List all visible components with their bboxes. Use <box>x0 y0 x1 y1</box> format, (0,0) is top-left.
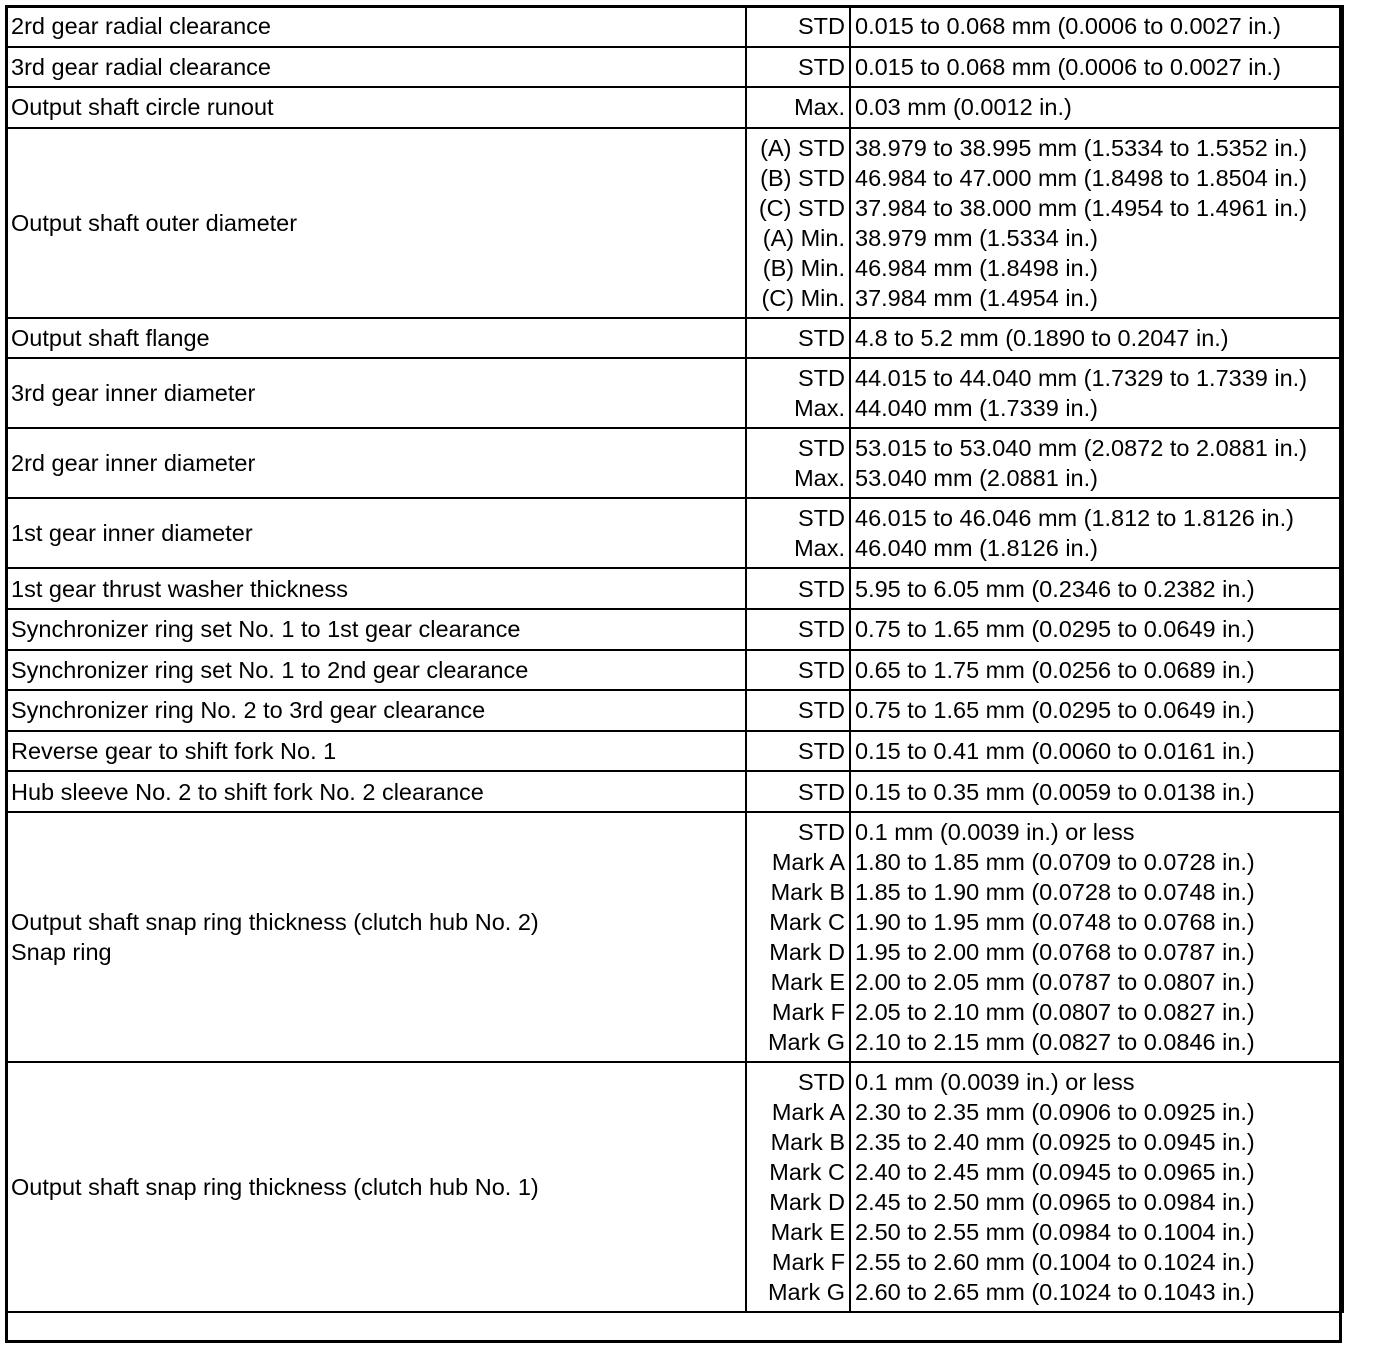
condition-text: STD <box>798 738 845 765</box>
value-cell <box>850 498 1343 568</box>
condition-text: STD <box>798 13 845 40</box>
condition-cell <box>746 812 850 1062</box>
value-text: 1.85 to 1.90 mm (0.0728 to 0.0748 in.) <box>855 878 1255 905</box>
value-text: 2.40 to 2.45 mm (0.0945 to 0.0965 in.) <box>855 1158 1255 1185</box>
item-cell <box>6 358 746 428</box>
item-text: Output shaft snap ring thickness (clutch hub No. 1) <box>11 1173 539 1200</box>
value-cell <box>850 428 1343 498</box>
value-cell <box>850 128 1343 318</box>
value-cell <box>850 358 1343 428</box>
condition-text: Max. <box>794 465 845 492</box>
item-cell <box>6 731 746 772</box>
item-cell <box>6 318 746 359</box>
item-cell <box>6 771 746 812</box>
value-text: 37.984 mm (1.4954 in.) <box>855 284 1098 311</box>
condition-text: (A) Min. <box>762 224 845 251</box>
value-text: 0.15 to 0.41 mm (0.0060 to 0.0161 in.) <box>855 738 1255 765</box>
value-text: 46.040 mm (1.8126 in.) <box>855 535 1098 562</box>
item-cell <box>6 650 746 691</box>
value-cell <box>850 771 1343 812</box>
condition-text: Mark F <box>771 998 845 1025</box>
condition-text: Max. <box>794 535 845 562</box>
condition-text: Mark B <box>770 1128 845 1155</box>
condition-text: Mark D <box>769 938 845 965</box>
item-cell <box>6 812 746 1062</box>
value-text: 53.015 to 53.040 mm (2.0872 to 2.0881 in.) <box>855 435 1308 462</box>
condition-text: Mark E <box>770 968 845 995</box>
value-text: 1.80 to 1.85 mm (0.0709 to 0.0728 in.) <box>855 848 1255 875</box>
condition-cell <box>746 87 850 128</box>
value-text: 2.60 to 2.65 mm (0.1024 to 0.1043 in.) <box>855 1278 1255 1305</box>
value-cell <box>850 1062 1343 1312</box>
table-row <box>6 318 1343 359</box>
value-cell <box>850 812 1343 1062</box>
item-cell <box>6 498 746 568</box>
condition-text: Mark G <box>767 1278 845 1305</box>
item-text: Synchronizer ring set No. 1 to 2nd gear clearance <box>11 656 529 683</box>
condition-text: Mark A <box>771 1098 845 1125</box>
item-text: 3rd gear radial clearance <box>11 53 271 80</box>
table-row <box>6 358 1343 428</box>
condition-cell <box>746 650 850 691</box>
table-row <box>6 1062 1343 1312</box>
condition-cell <box>746 498 850 568</box>
value-cell <box>850 609 1343 650</box>
table-row <box>6 812 1343 1062</box>
table-row <box>6 731 1343 772</box>
value-cell <box>850 731 1343 772</box>
condition-text: Mark A <box>771 848 845 875</box>
value-text: 2.30 to 2.35 mm (0.0906 to 0.0925 in.) <box>855 1098 1255 1125</box>
value-text: 0.75 to 1.65 mm (0.0295 to 0.0649 in.) <box>855 697 1255 724</box>
item-cell <box>6 1062 746 1312</box>
value-text: 46.015 to 46.046 mm (1.812 to 1.8126 in.) <box>855 505 1294 532</box>
value-text: 38.979 to 38.995 mm (1.5334 to 1.5352 in.) <box>855 134 1308 161</box>
item-text: Output shaft outer diameter <box>11 209 298 236</box>
spec-table-body <box>6 6 1343 1312</box>
item-text: Snap ring <box>11 938 112 965</box>
item-cell <box>6 568 746 609</box>
value-text: 38.979 mm (1.5334 in.) <box>855 224 1098 251</box>
item-cell <box>6 609 746 650</box>
condition-text: Mark F <box>771 1248 845 1275</box>
condition-cell <box>746 690 850 731</box>
value-text: 46.984 to 47.000 mm (1.8498 to 1.8504 in.) <box>855 164 1308 191</box>
condition-cell <box>746 358 850 428</box>
condition-text: STD <box>798 1068 845 1095</box>
condition-cell <box>746 568 850 609</box>
table-row <box>6 428 1343 498</box>
table-row <box>6 128 1343 318</box>
value-cell <box>850 650 1343 691</box>
condition-text: (A) STD <box>760 134 845 161</box>
table-row <box>6 609 1343 650</box>
condition-cell <box>746 128 850 318</box>
condition-text: STD <box>798 325 845 352</box>
value-cell <box>850 318 1343 359</box>
value-text: 2.00 to 2.05 mm (0.0787 to 0.0807 in.) <box>855 968 1255 995</box>
condition-cell <box>746 609 850 650</box>
item-text: 2rd gear inner diameter <box>11 450 256 477</box>
condition-cell <box>746 47 850 88</box>
value-text: 46.984 mm (1.8498 in.) <box>855 254 1098 281</box>
condition-text: Mark C <box>769 908 845 935</box>
value-text: 2.10 to 2.15 mm (0.0827 to 0.0846 in.) <box>855 1028 1255 1055</box>
value-cell <box>850 87 1343 128</box>
condition-text: Mark E <box>770 1218 845 1245</box>
value-text: 2.55 to 2.60 mm (0.1004 to 0.1024 in.) <box>855 1248 1255 1275</box>
condition-text: STD <box>798 616 845 643</box>
value-text: 0.75 to 1.65 mm (0.0295 to 0.0649 in.) <box>855 616 1255 643</box>
table-row <box>6 690 1343 731</box>
condition-cell <box>746 1062 850 1312</box>
value-text: 2.50 to 2.55 mm (0.0984 to 0.1004 in.) <box>855 1218 1255 1245</box>
table-row <box>6 568 1343 609</box>
value-text: 1.95 to 2.00 mm (0.0768 to 0.0787 in.) <box>855 938 1255 965</box>
condition-text: Mark D <box>769 1188 845 1215</box>
condition-text: (C) Min. <box>761 284 845 311</box>
item-text: 2rd gear radial clearance <box>11 13 271 40</box>
item-cell <box>6 428 746 498</box>
value-text: 0.1 mm (0.0039 in.) or less <box>855 818 1135 845</box>
value-text: 0.015 to 0.068 mm (0.0006 to 0.0027 in.) <box>855 13 1281 40</box>
item-cell <box>6 128 746 318</box>
condition-text: Mark B <box>770 878 845 905</box>
value-text: 2.35 to 2.40 mm (0.0925 to 0.0945 in.) <box>855 1128 1255 1155</box>
item-cell <box>6 6 746 47</box>
condition-cell <box>746 318 850 359</box>
item-text: Output shaft circle runout <box>11 94 274 121</box>
condition-text: STD <box>798 365 845 392</box>
condition-cell <box>746 771 850 812</box>
value-text: 0.1 mm (0.0039 in.) or less <box>855 1068 1135 1095</box>
table-row <box>6 650 1343 691</box>
value-cell <box>850 47 1343 88</box>
value-text: 53.040 mm (2.0881 in.) <box>855 465 1098 492</box>
condition-text: STD <box>798 656 845 683</box>
value-text: 4.8 to 5.2 mm (0.1890 to 0.2047 in.) <box>855 325 1229 352</box>
value-text: 0.015 to 0.068 mm (0.0006 to 0.0027 in.) <box>855 53 1281 80</box>
item-text: Reverse gear to shift fork No. 1 <box>11 738 337 765</box>
condition-text: STD <box>798 818 845 845</box>
value-text: 2.05 to 2.10 mm (0.0807 to 0.0827 in.) <box>855 998 1255 1025</box>
item-text: Synchronizer ring No. 2 to 3rd gear clearance <box>11 697 486 724</box>
condition-text: (B) STD <box>760 164 845 191</box>
condition-text: STD <box>798 575 845 602</box>
value-text: 2.45 to 2.50 mm (0.0965 to 0.0984 in.) <box>855 1188 1255 1215</box>
table-row <box>6 47 1343 88</box>
condition-text: Mark C <box>769 1158 845 1185</box>
table-row <box>6 771 1343 812</box>
condition-text: Mark G <box>767 1028 845 1055</box>
value-text: 5.95 to 6.05 mm (0.2346 to 0.2382 in.) <box>855 575 1255 602</box>
value-text: 0.03 mm (0.0012 in.) <box>855 94 1072 121</box>
condition-text: STD <box>798 435 845 462</box>
value-text: 0.65 to 1.75 mm (0.0256 to 0.0689 in.) <box>855 656 1255 683</box>
value-text: 44.015 to 44.040 mm (1.7329 to 1.7339 in.) <box>855 365 1308 392</box>
condition-text: STD <box>798 778 845 805</box>
value-text: 0.15 to 0.35 mm (0.0059 to 0.0138 in.) <box>855 778 1255 805</box>
table-row <box>6 87 1343 128</box>
item-text: Output shaft flange <box>11 325 210 352</box>
item-text: Hub sleeve No. 2 to shift fork No. 2 clearance <box>11 778 484 805</box>
table-row <box>6 498 1343 568</box>
condition-cell <box>746 428 850 498</box>
item-text: Output shaft snap ring thickness (clutch hub No. 2) <box>11 908 539 935</box>
condition-text: Max. <box>794 395 845 422</box>
spec-table <box>5 5 1344 1313</box>
item-cell <box>6 87 746 128</box>
condition-text: STD <box>798 53 845 80</box>
item-text: 3rd gear inner diameter <box>11 380 256 407</box>
item-text: 1st gear thrust washer thickness <box>11 575 348 602</box>
condition-text: STD <box>798 697 845 724</box>
value-cell <box>850 6 1343 47</box>
item-text: Synchronizer ring set No. 1 to 1st gear clearance <box>11 616 521 643</box>
condition-cell <box>746 6 850 47</box>
condition-text: Max. <box>794 94 845 121</box>
table-row <box>6 6 1343 47</box>
condition-text: (C) STD <box>758 194 845 221</box>
item-text: 1st gear inner diameter <box>11 520 253 547</box>
value-cell <box>850 690 1343 731</box>
value-text: 44.040 mm (1.7339 in.) <box>855 395 1098 422</box>
condition-text: STD <box>798 505 845 532</box>
item-cell <box>6 47 746 88</box>
condition-cell <box>746 731 850 772</box>
condition-text: (B) Min. <box>762 254 845 281</box>
item-cell <box>6 690 746 731</box>
value-text: 37.984 to 38.000 mm (1.4954 to 1.4961 in.) <box>855 194 1308 221</box>
value-text: 1.90 to 1.95 mm (0.0748 to 0.0768 in.) <box>855 908 1255 935</box>
value-cell <box>850 568 1343 609</box>
